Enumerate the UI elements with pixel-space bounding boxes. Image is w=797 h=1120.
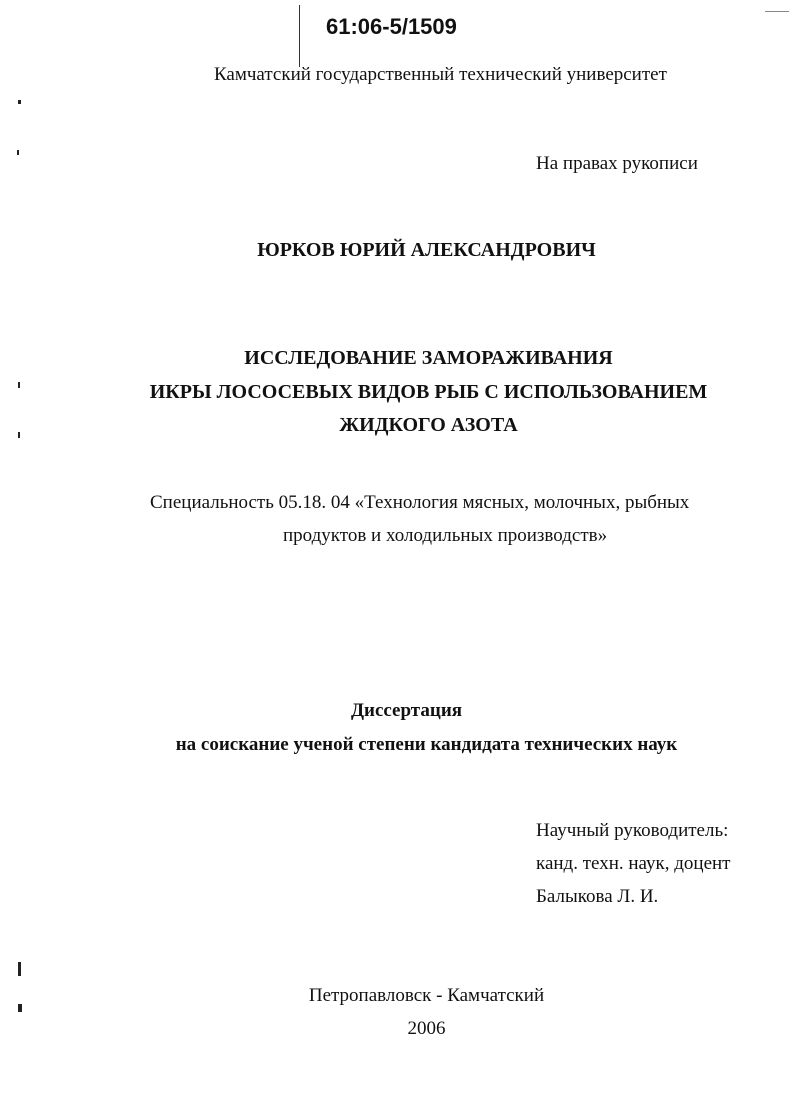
degree-statement: на соискание ученой степени кандидата технических наук [175,734,678,755]
university-name: Камчатский государственный технический университет [214,64,667,85]
city: Петропавловск - Камчатский [308,985,545,1006]
scan-speck [17,150,19,155]
title-line: ИССЛЕДОВАНИЕ ЗАМОРАЖИВАНИЯ [244,347,613,369]
title-line: ИКРЫ ЛОСОСЕВЫХ ВИДОВ РЫБ С ИСПОЛЬЗОВАНИЕМ [149,381,708,403]
supervisor-label: Научный руководитель: [536,820,729,841]
scan-speck [18,100,21,104]
title-line: ЖИДКОГО АЗОТА [339,414,518,436]
scan-speck [18,962,21,976]
scan-speck [18,432,20,438]
specialty-line: Специальность 05.18. 04 «Технология мясных, молочных, рыбных [150,492,690,513]
scan-margin-line [299,5,300,67]
scan-speck [18,1004,22,1012]
work-type: Диссертация [350,700,463,721]
scan-speck [18,382,20,388]
archive-stamp-number: 61:06-5/1509 [326,14,457,39]
year: 2006 [407,1018,446,1039]
supervisor-name: Балыкова Л. И. [536,886,659,907]
author-name: ЮРКОВ ЮРИЙ АЛЕКСАНДРОВИЧ [257,239,596,261]
manuscript-rights-note: На правах рукописи [536,153,698,174]
specialty-line: продуктов и холодильных производств» [283,525,608,546]
supervisor-title: канд. техн. наук, доцент [536,853,731,874]
scan-corner-line [765,11,789,12]
